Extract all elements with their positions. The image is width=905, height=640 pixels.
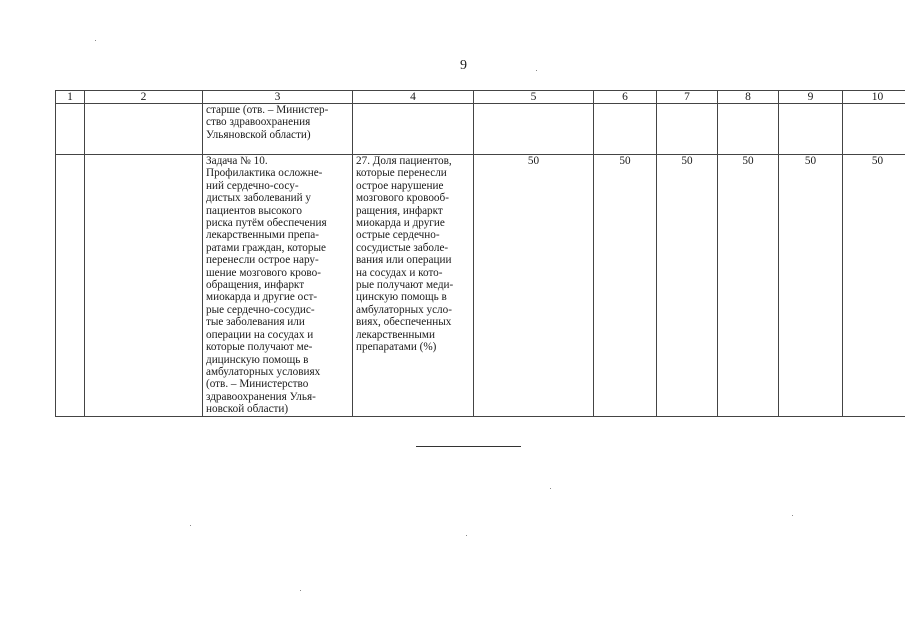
value-cell <box>718 104 779 155</box>
task-description-cell: старше (отв. – Министер- ство здравоохранения Ульяновской области) <box>203 104 353 155</box>
page-number: 9 <box>460 58 467 73</box>
value-cell <box>779 104 843 155</box>
value-cell: 50 <box>779 155 843 417</box>
scan-speck <box>550 488 551 489</box>
column-header: 3 <box>203 91 353 104</box>
value-cell: 50 <box>843 155 905 417</box>
value-cell <box>474 104 594 155</box>
column-header: 7 <box>657 91 718 104</box>
table-header-row <box>56 91 905 104</box>
table-cell <box>56 155 85 417</box>
column-header: 10 <box>843 91 905 104</box>
scan-speck <box>300 590 301 591</box>
table-cell <box>85 104 203 155</box>
value-cell: 50 <box>474 155 594 417</box>
scan-speck <box>792 515 793 516</box>
indicator-cell: 27. Доля пациентов, которые перенесли острое нарушение мозгового кровооб- ращения, инфаркт миокарда и другие острые сердечно- сосудистые заболе- вания или операции на сосудах и кото- рые получают меди- цинскую помощь в амбулаторных усло- виях, обеспеченных лекарственными препаратами (%) <box>353 155 474 417</box>
column-header: 1 <box>56 91 85 104</box>
value-cell <box>594 104 657 155</box>
table-row <box>56 104 905 155</box>
scan-speck <box>536 70 537 71</box>
end-of-document-rule <box>416 446 521 447</box>
table-row <box>56 155 905 417</box>
value-cell <box>657 104 718 155</box>
column-header: 5 <box>474 91 594 104</box>
scan-speck <box>190 525 191 526</box>
scan-speck <box>95 40 96 41</box>
column-header: 2 <box>85 91 203 104</box>
column-header: 6 <box>594 91 657 104</box>
column-header: 4 <box>353 91 474 104</box>
table-cell <box>56 104 85 155</box>
data-table <box>55 90 905 417</box>
value-cell: 50 <box>657 155 718 417</box>
value-cell: 50 <box>718 155 779 417</box>
value-cell <box>843 104 905 155</box>
column-header: 9 <box>779 91 843 104</box>
table-cell <box>85 155 203 417</box>
task-description-cell: Задача № 10. Профилактика осложне- ний сердечно-сосу- дистых заболеваний у пациентов высокого риска путём обеспечения лекарственными препа- ратами граждан, которые перенесли острое нару- шение мозгового крово- обращения, инфаркт миокарда и другие ост- рые сердечно-сосудис- тые заболевания или операции на сосудах и которые получают ме- дицинскую помощь в амбулаторных условиях (отв. – Министерство здравоохранения Улья- новской области) <box>203 155 353 417</box>
value-cell: 50 <box>594 155 657 417</box>
scan-speck <box>466 535 467 536</box>
indicator-cell <box>353 104 474 155</box>
column-header: 8 <box>718 91 779 104</box>
